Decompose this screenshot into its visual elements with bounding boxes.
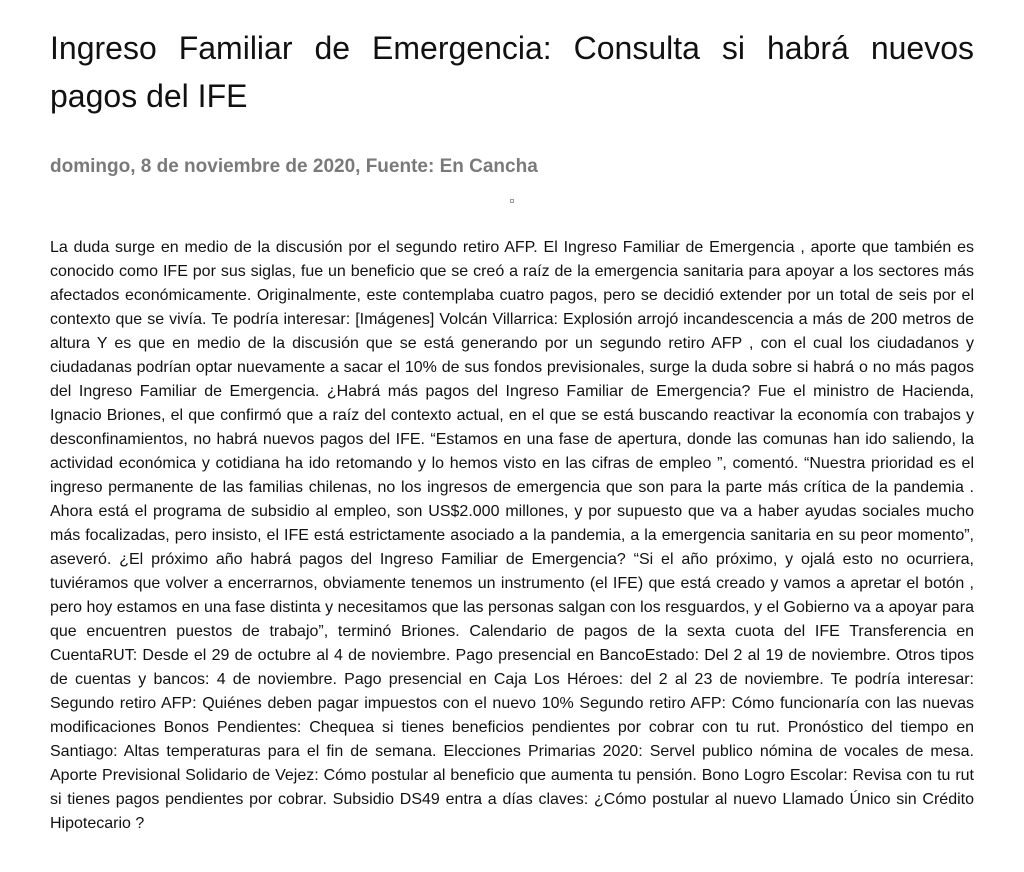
broken-image-icon: [510, 199, 514, 203]
article-body: La duda surge en medio de la discusión por el segundo retiro AFP. El Ingreso Familiar de Emergencia , aporte que también es conocido como IFE por sus siglas, fue un beneficio que se creó a raíz de la emergencia sanitaria para apoyar a los sectores más afectados económicamente. Originalmente, este contemplaba cuatro pagos, pero se decidió extender por un total de seis por el contexto que se vivía. Te podría interesar: [Imágenes] Volcán Villarrica: Explosión arrojó incandescencia a más de 200 metros de altura Y es que en medio de la discusión que se está generando por un segundo retiro AFP , con el cual los ciudadanos y ciudadanas podrían optar nuevamente a sacar el 10% de sus fondos previsionales, surge la duda sobre si habrá o no más pagos del Ingreso Familiar de Emergencia. ¿Habrá más pagos del Ingreso Familiar de Emergencia? Fue el ministro de Hacienda, Ignacio Briones, el que confirmó que a raíz del contexto actual, en el que se está buscando reactivar la economía con trabajos y desconfinamientos, no habrá nuevos pagos del IFE. “Estamos en una fase de apertura, donde las comunas han ido saliendo, la actividad económica y cotidiana ha ido retomando y lo hemos visto en las cifras de empleo ”, comentó. “Nuestra prioridad es el ingreso permanente de las familias chilenas, no los ingresos de emergencia que son para la parte más crítica de la pandemia . Ahora está el programa de subsidio al empleo, son US$2.000 millones, y por supuesto que va a haber ayudas sociales mucho más focalizadas, pero insisto, el IFE está estrictamente asociado a la pandemia, a la emergencia sanitaria en su peor momento”, aseveró. ¿El próximo año habrá pagos del Ingreso Familiar de Emergencia? “Si el año próximo, y ojalá esto no ocurriera, tuviéramos que volver a encerrarnos, obviamente tenemos un instrumento (el IFE) que está creado y vamos a apretar el botón , pero hoy estamos en una fase distinta y necesitamos que las personas salgan con los resguardos, y el Gobierno va a apoyar para que encuentren puestos de trabajo”, terminó Briones. Calendario de pagos de la sexta cuota del IFE Transferencia en CuentaRUT: Desde el 29 de octubre al 4 de noviembre. Pago presencial en BancoEstado: Del 2 al 19 de noviembre. Otros tipos de cuentas y bancos: 4 de noviembre. Pago presencial en Caja Los Héroes: del 2 al 23 de noviembre. Te podría interesar: Segundo retiro AFP: Quiénes deben pagar impuestos con el nuevo 10% Segundo retiro AFP: Cómo funcionaría con las nuevas modificaciones Bonos Pendientes: Chequea si tienes beneficios pendientes por cobrar con tu rut. Pronóstico del tiempo en Santiago: Altas temperaturas para el fin de semana. Elecciones Primarias 2020: Servel publico nómina de vocales de mesa. Aporte Previsional Solidario de Vejez: Cómo postular al beneficio que aumenta tu pensión. Bono Logro Escolar: Revisa con tu rut si tienes pagos pendientes por cobrar. Subsidio DS49 entra a días claves: ¿Cómo postular al nuevo Llamado Único sin Crédito Hipotecario ?: [50, 239, 974, 832]
article: [50, 0, 974, 836]
article-title: Ingreso Familiar de Emergencia: Consulta si habrá nuevos pagos del IFE: [50, 30, 974, 114]
article-meta: domingo, 8 de noviembre de 2020, Fuente: En Cancha: [50, 156, 538, 177]
